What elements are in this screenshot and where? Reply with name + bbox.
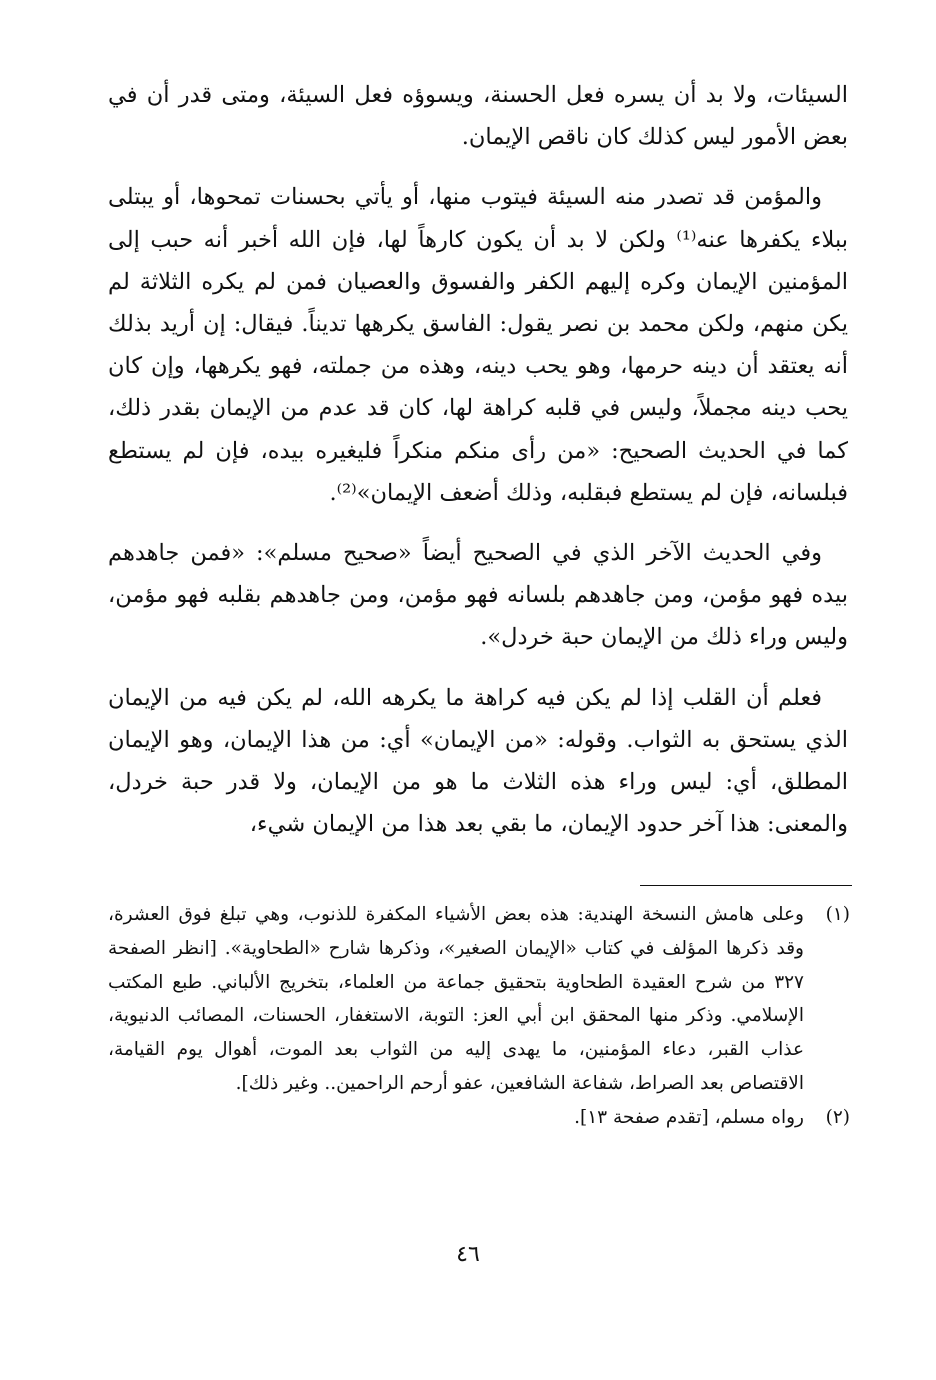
footnote-marker: (١): [825, 904, 850, 925]
footnotes: [108, 898, 850, 1135]
main-text: [108, 74, 848, 863]
footnote-marker: (٢): [825, 1106, 850, 1128]
paragraph: والمؤمن قد تصدر منه السيئة فيتوب منها، أو يأتي بحسنات تمحوها، أو يبتلى ببلاء يكفرها عنه⁽¹⁾ ولكن لا بد أن يكون كارهاً لها، فإن الله أخبر أنه حبب إلى المؤمنين الإيمان وكره إليهم الكفر والفسوق والعصيان فمن لم يكره الثلاثة لم يكن منهم، ولكن محمد بن نصر يقول: الفاسق يكرهها تديناً. فيقال: إن أريد بذلك أنه يعتقد أن دينه حرمها، وهو يحب دينه، وهذه من جملته، فهو يكرهها، وإن كان يحب دينه مجملاً، وليس في قلبه كراهة لها، كان قد عدم من الإيمان بقدر ذلك، كما في الحديث الصحيح: «من رأى منكم منكراً فليغيره بيده، فإن لم يستطع فبلسانه، فإن لم يستطع فبقلبه، وذلك أضعف الإيمان»⁽²⁾.: [108, 184, 849, 506]
footnote-text: رواه مسلم، [تقدم صفحة ١٣].: [574, 1106, 804, 1128]
paragraph: السيئات، ولا بد أن يسره فعل الحسنة، ويسوؤه فعل السيئة، ومتى قدر أن في بعض الأمور ليس كذلك كان ناقص الإيمان.: [108, 82, 849, 151]
footnote-text: وعلى هامش النسخة الهندية: هذه بعض الأشياء المكفرة للذنوب، وهي تبلغ فوق العشرة، وقد ذكرها المؤلف في كتاب «الإيمان الصغير»، وذكرها شارح «الطحاوية». [انظر الصفحة ٣٢٧ من شرح العقيدة الطحاوية بتحقيق جماعة من العلماء، بتخريج الألباني. طبع المكتب الإسلامي. وذكر منها المحقق ابن أبي العز: التوبة، الاستغفار، الحسنات، المصائب الدنيوية، عذاب القبر، دعاء المؤمنين، ما يهدى إليه من الثواب بعد الموت، أهوال يوم القيامة، الاقتصاص بعد الصراط، شفاعة الشافعين، عفو أرحم الراحمين.. وغير ذلك].: [108, 904, 804, 1094]
page-number: ٤٦: [456, 1242, 480, 1267]
paragraph: وفي الحديث الآخر الذي في الصحيح أيضاً «صحيح مسلم»: «فمن جاهدهم بيده فهو مؤمن، ومن جاهدهم بلسانه فهو مؤمن، ومن جاهدهم بقلبه فهو مؤمن، وليس وراء ذلك من الإيمان حبة خردل».: [108, 540, 848, 651]
paragraph: فعلم أن القلب إذا لم يكن فيه كراهة ما يكرهه الله، لم يكن فيه من الإيمان الذي يستحق به الثواب. وقوله: «من الإيمان» أي: من هذا الإيمان، وهو الإيمان المطلق، أي: ليس وراء هذه الثلاث ما هو من الإيمان، ولا قدر حبة خردل، والمعنى: هذا آخر حدود الإيمان، ما بقي بعد هذا من الإيمان شيء،: [108, 684, 848, 838]
footnote-separator: [640, 885, 852, 886]
footnote-item: [108, 1101, 850, 1135]
footnote-item: [108, 898, 850, 1101]
